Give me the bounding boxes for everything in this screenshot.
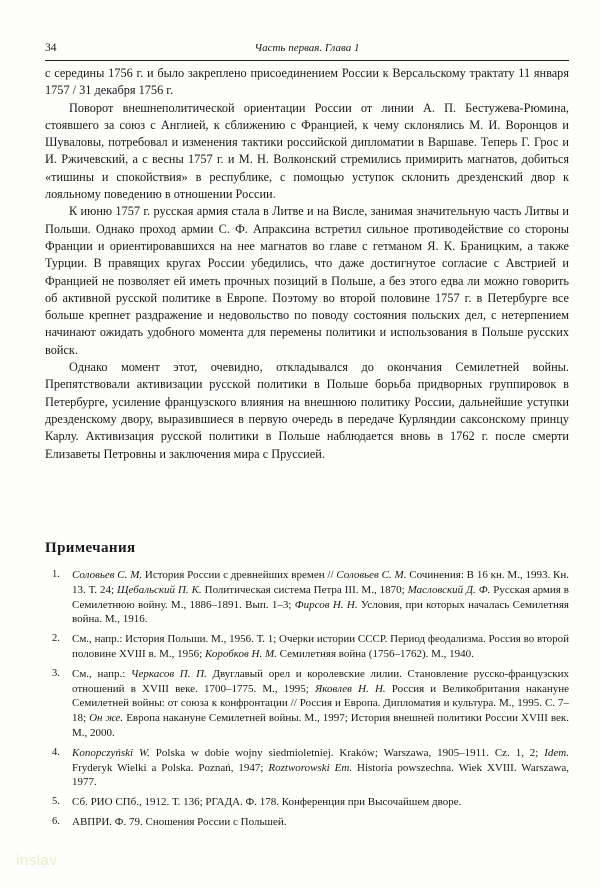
running-title: Часть первая. Глава 1 — [254, 42, 360, 54]
note-segment: Polska w dobie wojny siedmioletniej. Kraków; Warszawa, 1905–1911. Cz. 1, 2; — [149, 746, 545, 759]
note-number: 6. — [52, 815, 60, 827]
note-segment: Historia powszechna. Wiek XVIII. Warszawa, 1977. — [72, 761, 569, 789]
body-text — [45, 65, 569, 463]
note-item — [45, 795, 569, 810]
note-author: Щебальский П. К. — [116, 583, 202, 596]
paragraph: К июню 1757 г. русская армия стала в Литве и на Висле, занимая значительную часть Литвы и Польши. Однако проход армии С. Ф. Апраксина встретил сильное противодействие со стороны Франции и ориентировавшихся на нее магнатов во главе с гетманом Я. К. Браницким, а также Турции. В правящих кругах России убедились, что даже достигнутое согласие с Австрией и Францией не позволяет ей иметь прочных позиций в Польше, а без этого едва ли можно говорить об активной русской политике в Европе. Поэтому во второй половине 1757 г. в Петербурге все больше крепнет раздражение и недовольство по поводу состояния польских дел, с нетерпением начинают ожидать удобного момента для перемены политики и использования в Польше русских войск. — [45, 204, 569, 357]
note-segment: Fryderyk Wielki a Polska. Poznań, 1947; — [72, 761, 269, 774]
note-number: 4. — [52, 746, 60, 758]
note-author: Яковлев Н. Н. — [315, 682, 386, 695]
note-segment: Сочинения: В 16 кн. М., 1993. Кн. 13. Т. 24; — [72, 569, 570, 596]
note-segment: См., напр.: — [72, 667, 131, 680]
note-author: Соловьев С. М. — [72, 569, 143, 581]
note-number: 2. — [52, 633, 60, 645]
note-item — [45, 667, 569, 741]
note-author: Idem. — [544, 746, 569, 759]
note-segment: Русская армия в Семилетнюю войну. М., 1886–1891. Вып. 1–3; — [72, 583, 569, 611]
note-author: Roztworowski Em. — [268, 761, 353, 774]
note-segment: Двуглавый орел и королевские лилии. Становление русско-французских отношений в XVIII веке. 1700–1775. М., 1995; — [72, 667, 569, 695]
note-text — [72, 796, 461, 808]
note-segment: История России с древнейших времен // — [142, 569, 337, 581]
notes-heading: Примечания — [45, 540, 136, 556]
note-author: Konopczyński W. — [72, 746, 150, 759]
paragraph: Поворот внешнеполитической ориентации России от линии А. П. Бестужева-Рюмина, стоявшего за союз с Англией, к сближению с Францией, к чему склонялись М. И. Воронцов и Шуваловы, потребовал и изменения тактики российской дипломатии в Варшаве. Теперь Г. Грос и И. Ржичевский, а с весны 1757 г. и М. Н. Волконский стремились примирить магнатов, добиться «тишины и спокойствия» в республике, с помощью уступок склонить дрезденский двор к лояльному поведению в отношении России. — [45, 100, 569, 202]
note-item — [45, 632, 569, 662]
note-text — [72, 569, 569, 625]
note-segment: См., напр.: История Польши. М., 1956. Т. 1; Очерки истории СССР. Период феодализма. Россия во второй половине XVIII в. М., 1956; — [72, 633, 569, 660]
paragraph: Однако момент этот, очевидно, откладывался до окончания Семилетней войны. Препятствовали активизации русской политики в Польше борьба придворных группировок в Петербурге, усиление французского влияния на внешнюю политику России, дальнейшие уступки дрезденскому двору, выразившиеся в первую очередь в передаче Курляндии саксонскому принцу Карлу. Активизация русской политики в Польше наблюдается вновь в 1762 г. после смерти Елизаветы Петровны и заключения мира с Пруссией. — [45, 360, 569, 461]
note-item — [45, 815, 569, 830]
note-text — [72, 633, 569, 660]
note-text — [72, 668, 569, 739]
paragraph: с середины 1756 г. и было закреплено присоединением России к Версальскому трактату 11 января 1757 / 31 декабря 1756 г. — [45, 66, 569, 98]
notes-list — [45, 568, 569, 835]
note-segment: Сб. РИО СПб., 1912. Т. 136; РГАДА. Ф. 178. Конференция при Высочайшем дворе. — [72, 796, 462, 809]
note-segment: Россия и Великобритания накануне Семилетней войны: от союза к конфронтации // Россия и Европа. Дипломатия и культура. М., 1995. С. 7–18; — [72, 682, 569, 725]
page-header — [45, 40, 569, 56]
note-author: Он же. — [89, 712, 124, 725]
note-text — [72, 747, 569, 789]
note-segment: Политическая система Петра III. М., 1870; — [201, 583, 408, 596]
watermark: inslav — [16, 852, 58, 869]
header-rule — [45, 60, 569, 61]
note-segment: Европа накануне Семилетней войны. М., 1997; История внешней политики России XVIII век. М., 2000. — [72, 712, 569, 739]
note-number: 3. — [52, 667, 60, 679]
note-segment: АВПРИ. Ф. 79. Сношения России с Польшей. — [72, 815, 287, 828]
note-segment: Семилетняя война (1756–1762). М., 1940. — [276, 647, 474, 660]
note-number: 5. — [52, 796, 60, 808]
note-item — [45, 746, 569, 790]
note-author: Коробков Н. М. — [205, 647, 277, 660]
note-number: 1. — [52, 569, 60, 580]
page-number: 34 — [45, 42, 57, 54]
note-author: Фирсов Н. Н. — [294, 598, 358, 611]
note-author: Масловский Д. Ф. — [407, 583, 491, 596]
note-text — [72, 816, 286, 828]
note-author: Соловьев С. М. — [336, 569, 407, 581]
note-item — [45, 568, 569, 627]
note-segment: Условия, при которых началась Семилетняя война. М., 1916. — [72, 598, 569, 626]
note-author: Черкасов П. П. — [130, 667, 207, 680]
